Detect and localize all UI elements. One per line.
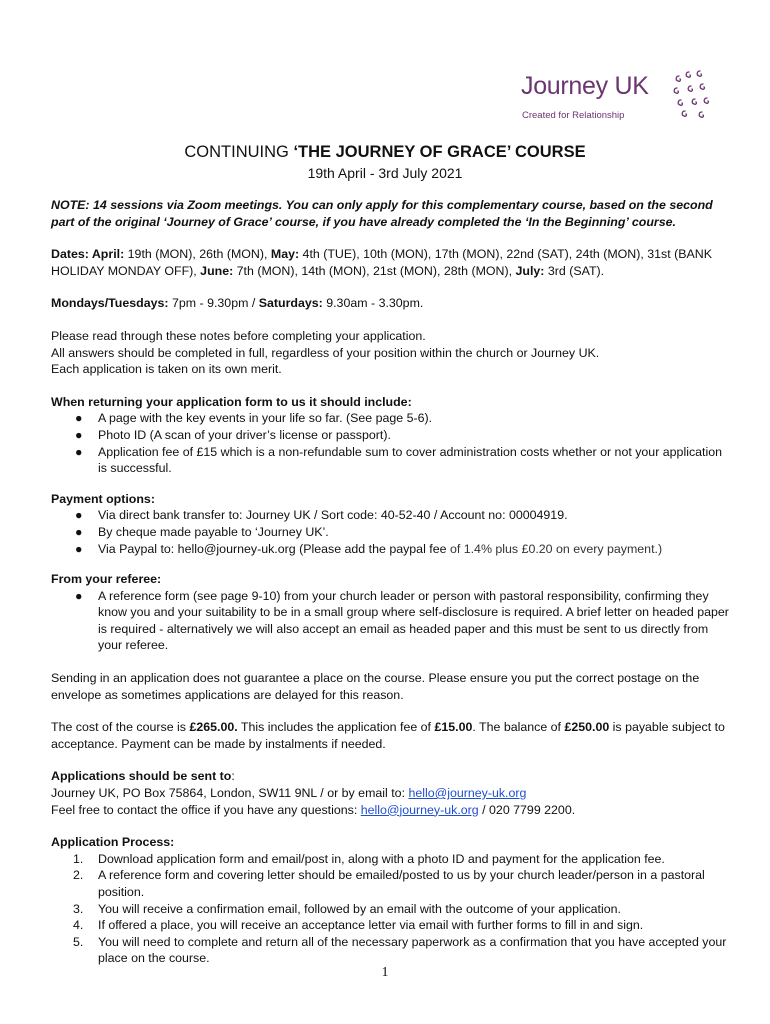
step-text: If offered a place, you will receive an acceptance letter via email with further forms to fill in and sign. [98, 918, 644, 933]
process-heading-text: Application Process: [51, 835, 175, 850]
weekday-times: 7pm - 9.30pm / [168, 296, 259, 311]
journey-uk-logo [519, 70, 719, 126]
step-text: You will need to complete and return all of the necessary paperwork as a confirmation that you have accepted your place on the course. [98, 934, 727, 966]
bullet-icon: ● [75, 444, 83, 459]
dates-may: 4th (TUE), 10th (MON), 17th (MON), 22nd (SAT), 24th (MON), 31st (BANK HOLIDAY MONDAY OFF), [51, 247, 712, 278]
paypal-text: Via Paypal to: hello@journey-uk.org (Please add the paypal fee [98, 541, 450, 556]
paypal-fee-text: of 1.4% plus £0.20 on every payment.) [449, 541, 663, 556]
returning-heading-text: When returning your application form to us it should include: [51, 394, 412, 409]
contact-email-link[interactable]: hello@journey-uk.org [360, 802, 479, 817]
intro-line: Please read through these notes before completing your application. [51, 328, 426, 343]
cost-fee: £15.00 [434, 720, 473, 735]
cost-total: £265.00. [189, 720, 238, 735]
list-item [51, 507, 731, 524]
logo-name: Journey UK [521, 72, 649, 100]
list-item [51, 444, 731, 477]
step-number: 5. [73, 934, 84, 949]
bullet-icon: ● [75, 508, 83, 523]
process-list [51, 851, 731, 967]
contact-text: Feel free to contact the office if you have any questions: [51, 802, 361, 817]
logo-swirl-icon [669, 70, 715, 122]
weekday-label: Mondays/Tuesdays: [51, 296, 169, 311]
note-rest: You can only apply for this complementary course, based on the second part of the original ‘Journey of Grace’ course, if you have already completed the ‘In the Beginning’ course. [51, 198, 713, 229]
bullet-icon: ● [75, 524, 83, 539]
course-dates-subtitle: 19th April - 3rd July 2021 [307, 165, 463, 181]
returning-list [51, 410, 731, 476]
note-bold: NOTE: 14 sessions via Zoom meetings. [51, 198, 283, 212]
list-item [51, 524, 731, 541]
send-to-heading [51, 768, 731, 785]
document-body [51, 197, 731, 967]
list-item-text: A page with the key events in your life so far. (See page 5-6). [98, 411, 433, 426]
bullet-icon: ● [75, 541, 83, 556]
dates-july: 3rd (SAT). [544, 263, 605, 278]
saturday-label: Saturdays: [258, 296, 323, 311]
cost-text: This includes the application fee of [237, 720, 435, 735]
cost-text: is payable subject to acceptance. Payment can be made by instalments if needed. [51, 720, 725, 751]
step-text: You will receive a confirmation email, followed by an email with the outcome of your application. [98, 901, 621, 916]
list-item-text: Via direct bank transfer to: Journey UK / Sort code: 40-52-40 / Account no: 00004919. [98, 508, 568, 523]
list-item-text: Photo ID (A scan of your driver’s license or passport). [98, 427, 391, 442]
step-number: 2. [73, 868, 84, 883]
step-number: 4. [73, 918, 84, 933]
saturday-times: 9.30am - 3.30pm. [322, 296, 424, 311]
dates-june-label: June: [200, 263, 234, 278]
list-item [51, 934, 731, 967]
phone-number: / 020 7799 2200. [478, 802, 576, 817]
cost-text: . The balance of [472, 720, 565, 735]
dates-may-label: May: [270, 247, 300, 262]
page-number: 1 [381, 965, 389, 980]
list-item-text: Application fee of £15 which is a non-refundable sum to cover administration costs whether or not your application is successful. [98, 444, 723, 476]
intro-line: All answers should be completed in full, regardless of your position within the church or Journey UK. [51, 345, 600, 360]
list-item [51, 410, 731, 427]
title-prefix: CONTINUING [184, 143, 294, 161]
address-line [51, 785, 731, 802]
list-item [51, 867, 731, 900]
course-title [0, 143, 770, 162]
dates-june: 7th (MON), 14th (MON), 21st (MON), 28th (MON), [233, 263, 516, 278]
dates-april: 19th (MON), 26th (MON), [124, 247, 271, 262]
returning-heading [51, 394, 731, 411]
bullet-icon: ● [75, 427, 83, 442]
send-to-colon: : [231, 769, 235, 784]
dates-paragraph [51, 246, 731, 279]
cost-text: The cost of the course is [51, 720, 190, 735]
referee-heading [51, 571, 731, 588]
step-number: 1. [73, 851, 84, 866]
list-item [51, 588, 731, 654]
step-text: A reference form and covering letter should be emailed/posted to us by your church leader/person in a pastoral position. [98, 868, 705, 899]
referee-list [51, 588, 731, 654]
payment-heading-text: Payment options: [51, 491, 155, 506]
dates-july-label: July: [515, 263, 545, 278]
list-item [51, 541, 731, 558]
cost-paragraph [51, 719, 731, 752]
list-item [51, 917, 731, 934]
title-course-name: ‘THE JOURNEY OF GRACE’ COURSE [293, 143, 586, 161]
bullet-icon: ● [75, 588, 83, 603]
postal-address: Journey UK, PO Box 75864, London, SW11 9NL / or by email to: [51, 786, 409, 801]
contact-line [51, 802, 731, 819]
payment-heading [51, 491, 731, 508]
dates-label: Dates: April: [51, 247, 125, 262]
step-text: Download application form and email/post in, along with a photo ID and payment for the application fee. [98, 851, 665, 866]
times-paragraph [51, 295, 731, 312]
note-paragraph [51, 197, 731, 230]
list-item [51, 851, 731, 868]
list-item-text: By cheque made payable to ‘Journey UK’. [98, 524, 329, 539]
send-to-heading-text: Applications should be sent to [51, 769, 232, 784]
process-heading [51, 834, 731, 851]
list-item-text: A reference form (see page 9-10) from your church leader or person with pastoral responsibility, confirming they know you and your suitability to be in a small group where self-disclosure is required. A brief letter on headed paper is required - alternatively we will also accept an email as headed paper and this must be sent to us directly from your referee. [98, 588, 729, 653]
cost-balance: £250.00 [564, 720, 610, 735]
list-item [51, 427, 731, 444]
referee-heading-text: From your referee: [51, 572, 162, 587]
bullet-icon: ● [75, 411, 83, 426]
logo-tagline: Created for Relationship [522, 110, 625, 121]
step-number: 3. [73, 901, 84, 916]
list-item [51, 901, 731, 918]
sending-paragraph: Sending in an application does not guarantee a place on the course. Please ensure you put the correct postage on the envelope as sometimes applications are delayed for this reason. [51, 671, 700, 702]
intro-line: Each application is taken on its own merit. [51, 362, 282, 377]
email-link[interactable]: hello@journey-uk.org [408, 786, 527, 801]
payment-list [51, 507, 731, 557]
